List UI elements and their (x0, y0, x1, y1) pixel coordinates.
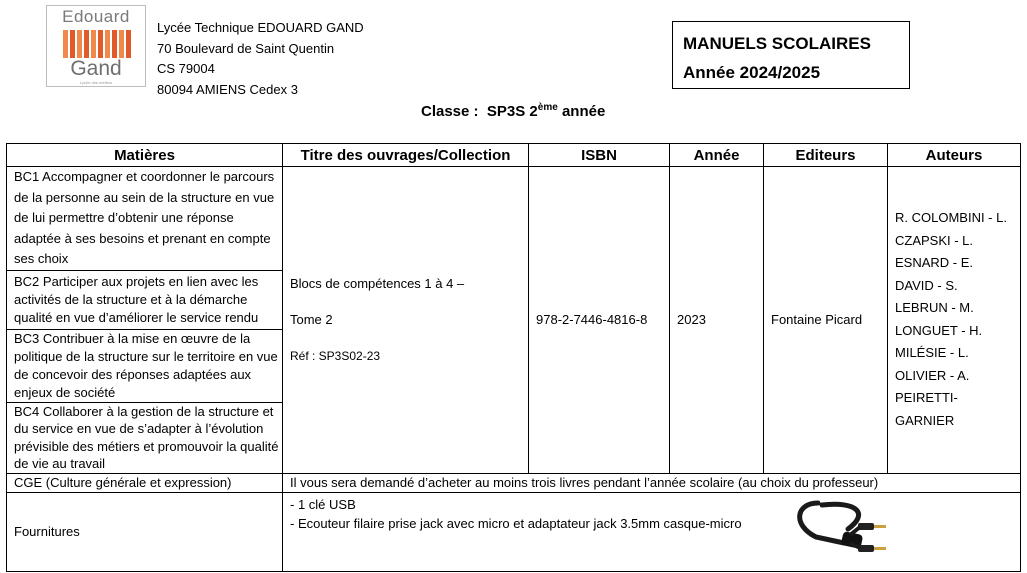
address-line-3: CS 79004 (157, 61, 215, 76)
document-title-box (672, 21, 910, 89)
table-row (7, 492, 1021, 571)
author-line: MILÉSIE - L. (895, 345, 969, 361)
table-row (7, 473, 1021, 492)
school-year: Année 2024/2025 (683, 63, 821, 82)
matiere-cge: CGE (Culture générale et expression) (7, 473, 283, 492)
fournitures-label: Fournitures (7, 492, 283, 571)
header-annee: Année (670, 144, 764, 167)
author-line: GARNIER (895, 412, 955, 428)
author-line: ESNARD - E. (895, 255, 974, 271)
fourniture-item: - Ecouteur filaire prise jack avec micro et adaptateur jack 3.5mm casque-micro (290, 515, 742, 531)
logo-word-edouard: Edouard (62, 7, 130, 26)
header-titre: Titre des ouvrages/Collection (283, 144, 529, 167)
logo-word-gand: Gand (70, 57, 122, 80)
school-address (157, 18, 364, 100)
header-isbn: ISBN (529, 144, 670, 167)
address-line-2: 70 Boulevard de Saint Quentin (157, 40, 335, 56)
annee-cell: 2023 (670, 167, 764, 474)
header-matieres: Matières (7, 144, 283, 167)
book-title-cell (283, 167, 529, 474)
textbook-table (6, 143, 1021, 572)
fourniture-item: - 1 clé USB (290, 496, 356, 512)
matiere-bc1: BC1 Accompagner et coordonner le parcours de la personne au sein de la structure en vue de lui permettre d’obtenir une réponse adaptée à ses besoins et prenant en compte ses choix (7, 167, 283, 271)
book-title: Blocs de compétences 1 à 4 – (290, 275, 465, 291)
author-line: R. COLOMBINI - L. (895, 210, 1007, 226)
class-name: SP3S 2 (486, 103, 538, 120)
book-tome: Tome 2 (290, 311, 333, 327)
header-auteurs: Auteurs (888, 144, 1021, 167)
book-reference: Réf : SP3S02-23 (290, 348, 381, 363)
logo-bars-graphic (63, 30, 131, 58)
author-line: PEIRETTI- (895, 390, 958, 406)
author-line: OLIVIER - A. (895, 367, 970, 383)
school-logo (46, 5, 146, 87)
document-title: MANUELS SCOLAIRES (683, 34, 871, 53)
auteurs-cell (888, 167, 1021, 474)
address-line-4: 80094 AMIENS Cedex 3 (157, 81, 298, 97)
editeur-cell: Fontaine Picard (764, 167, 888, 474)
author-line: LONGUET - H. (895, 322, 983, 338)
table-header-row (7, 144, 1021, 167)
headset-adapter-cable-image (788, 495, 900, 561)
class-heading: Classe : SP3S 2ème année (421, 102, 606, 120)
matiere-bc3: BC3 Contribuer à la mise en œuvre de la politique de la structure sur le territoire en vue de concevoir des réponses adaptées aux enjeux de société (7, 329, 283, 402)
table-row (7, 167, 1021, 271)
author-line: CZAPSKI - L. (895, 232, 974, 248)
matiere-bc4: BC4 Collaborer à la gestion de la structure et du service en vue de s’adapter à l’évolution prévisible des métiers et promouvoir la qualité de vie au travail (7, 402, 283, 473)
isbn-cell: 978-2-7446-4816-8 (529, 167, 670, 474)
cge-note: Il vous sera demandé d’acheter au moins trois livres pendant l’année scolaire (au choix du professeur) (283, 473, 1021, 492)
author-line: LEBRUN - M. (895, 300, 974, 316)
logo-tagline: Lycée des métiers (79, 80, 113, 85)
address-line-1: Lycée Technique EDOUARD GAND (157, 20, 364, 35)
author-line: DAVID - S. (895, 277, 958, 293)
matiere-bc2: BC2 Participer aux projets en lien avec les activités de la structure et à la démarche qualité en vue d’améliorer le service rendu (7, 270, 283, 329)
header-editeurs: Editeurs (764, 144, 888, 167)
fournitures-cell (283, 492, 1021, 571)
